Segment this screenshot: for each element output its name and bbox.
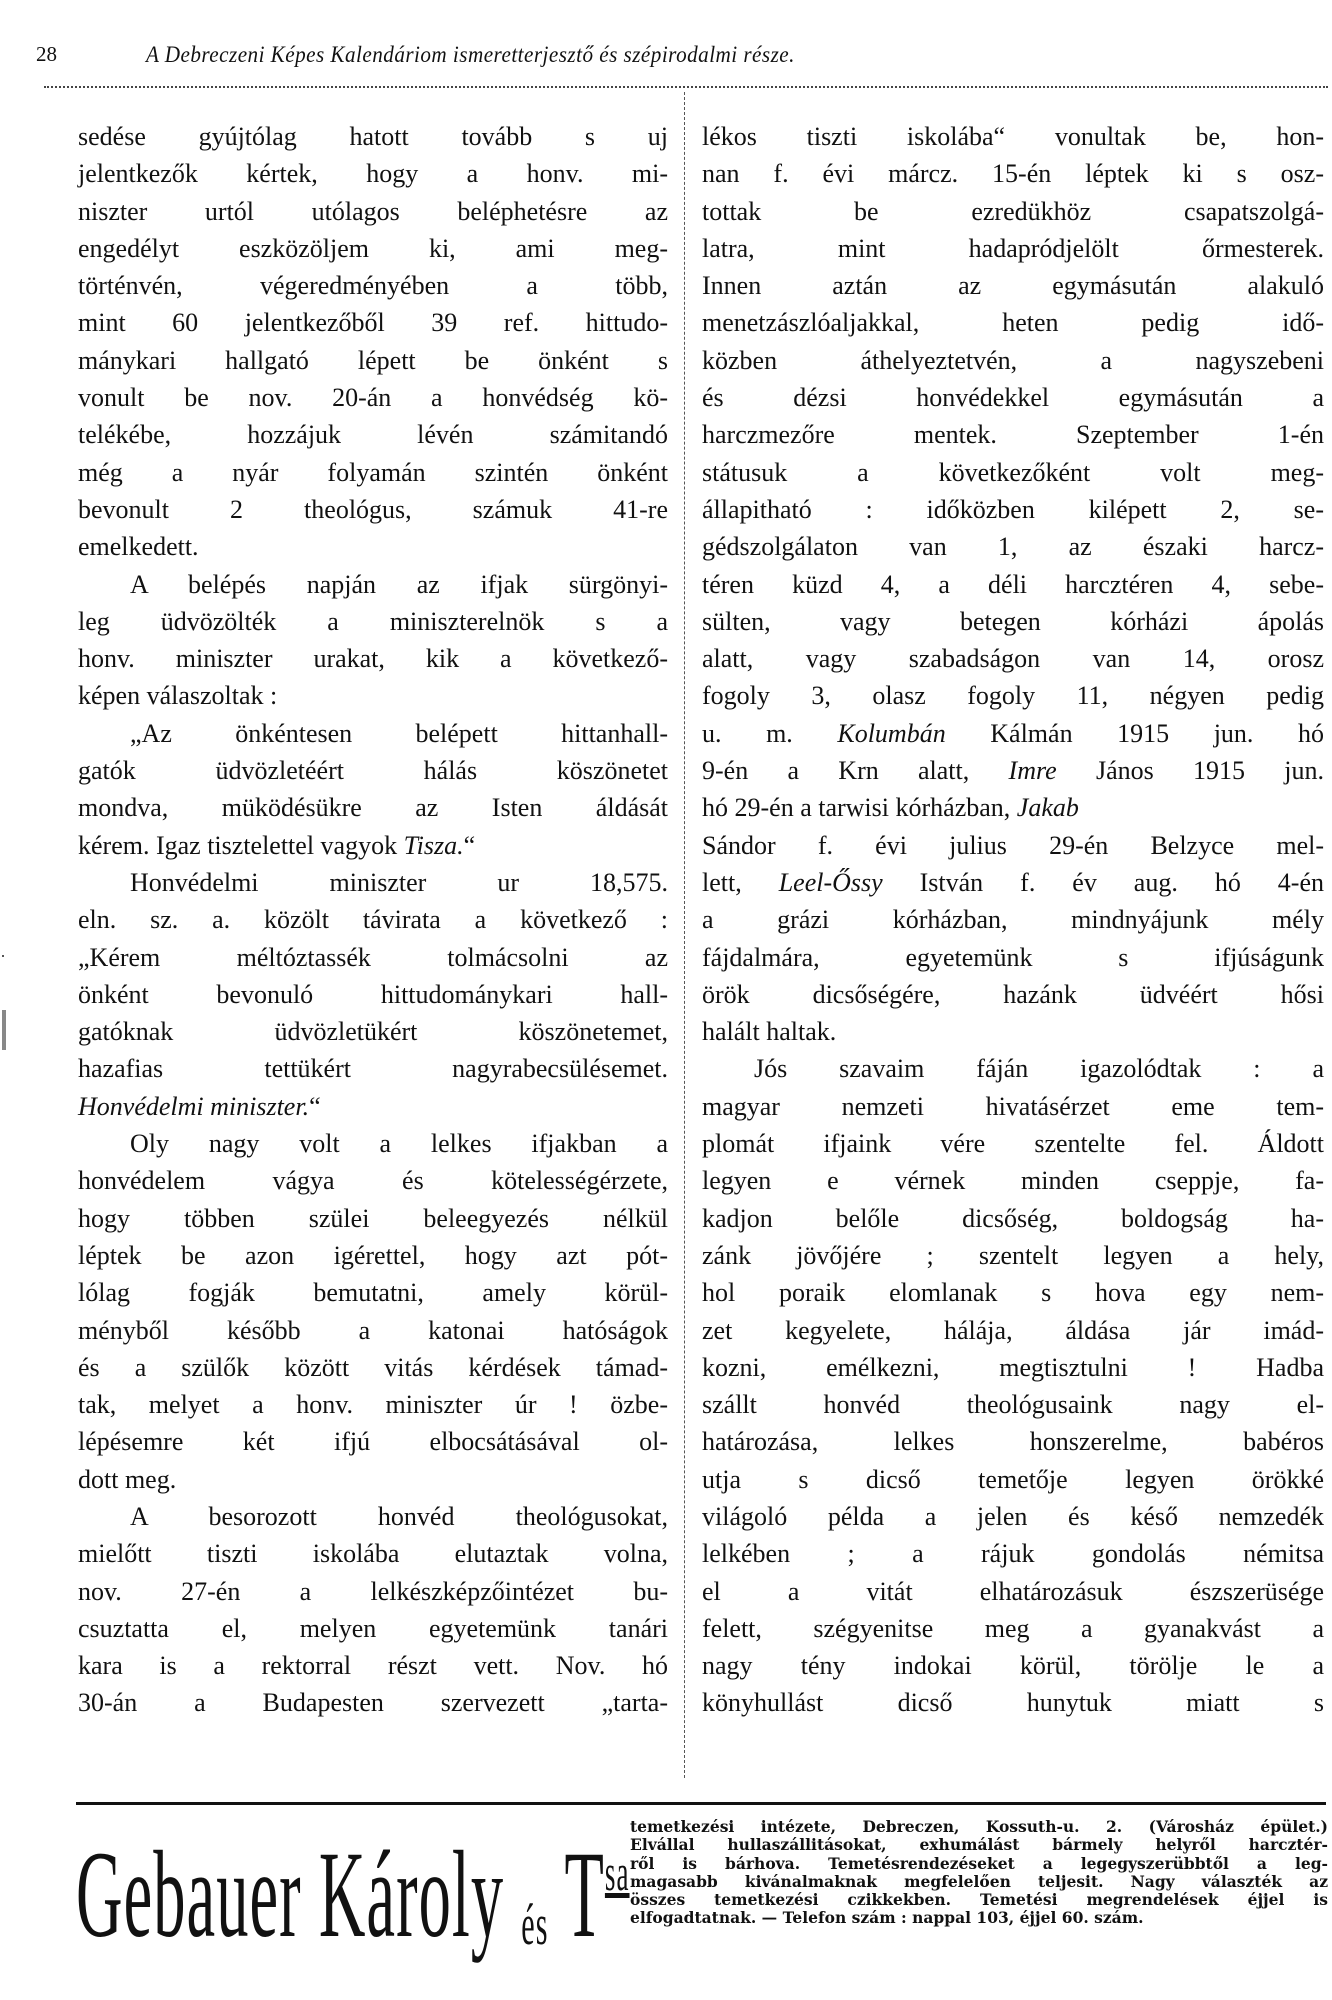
text-line: a grázi kórházban, mindnyájunk mély xyxy=(702,905,1324,935)
text-line xyxy=(702,789,1324,826)
text-line: gatók üdvözletéért hálás köszönetet xyxy=(78,756,668,786)
text-line: honvédelem vágya és kötelességérzete, xyxy=(78,1166,668,1196)
text-line: sedése gyújtólag hatott tovább s uj xyxy=(78,122,668,151)
text-line: Jós szavaim fáján igazolódtak : a xyxy=(754,1054,1324,1084)
text-line xyxy=(702,715,1324,752)
running-title: A Debreczeni Képes Kalendáriom ismeretterjesztő és szépirodalmi része. xyxy=(146,42,795,67)
text-line xyxy=(78,827,668,864)
text-run: Kálmán 1915 jun. hó xyxy=(945,718,1324,748)
text-line: Innen aztán az egymásután alakuló xyxy=(702,271,1324,301)
italic-name: Leel-Őssy xyxy=(778,867,883,897)
text-line: gédszolgálaton van 1, az északi harcz- xyxy=(702,532,1324,562)
text-line: A besorozott honvéd theológusokat, xyxy=(130,1501,668,1531)
text-line: leg üdvözölték a miniszterelnök s a xyxy=(78,606,668,636)
scan-artifact xyxy=(2,955,4,957)
text-line: csuztatta el, melyen egyetemünk tanári xyxy=(78,1613,668,1643)
text-line: státusuk a következőként volt meg- xyxy=(702,457,1324,487)
text-line: latra, mint hadapródjelölt őrmesterek. xyxy=(702,233,1324,263)
text-line: állapitható : időközben kilépett 2, se- xyxy=(702,494,1324,524)
text-line: hol poraik elomlanak s hova egy nem- xyxy=(702,1278,1324,1308)
text-line: halált haltak. xyxy=(702,1017,837,1047)
text-line: lelkében ; a rájuk gondolás némitsa xyxy=(702,1539,1324,1569)
text-run: hó 29-én a tarwisi kórházban, xyxy=(702,793,1017,823)
text-line: menetzászlóaljakkal, heten pedig idő- xyxy=(702,308,1324,338)
text-line: közben áthelyeztetvén, a nagyszebeni xyxy=(702,345,1324,375)
text-line: hogy többen szülei beleegyezés nélkül xyxy=(78,1203,668,1233)
text-line: alatt, vagy szabadságon van 14, orosz xyxy=(702,644,1324,674)
brand-name: Gebauer Károly xyxy=(76,1826,505,1963)
text-line: tottak be ezredükhöz csapatszolgá- xyxy=(702,196,1324,226)
text-line: felett, szégyenitse meg a gyanakvást a xyxy=(702,1613,1324,1643)
text-line: téren küzd 4, a déli harcztéren 4, sebe- xyxy=(702,569,1324,599)
advertisement-line: Elvállal hullaszállitásokat, exhumálást bármely helyről harcztér- xyxy=(630,1835,1328,1855)
italic-name: Honvédelmi miniszter. xyxy=(78,1091,310,1121)
text-run: kérem. Igaz tisztelettel vagyok xyxy=(78,830,404,860)
text-line: önként bevonuló hittudománykari hall- xyxy=(78,979,668,1009)
page-header xyxy=(36,42,1326,78)
text-line: mondva, müködésükre az Isten áldását xyxy=(78,793,668,823)
text-line: léptek be azon igérettel, hogy azt pót- xyxy=(78,1240,668,1270)
text-line: zánk jövőjére ; szentelt legyen a hely, xyxy=(702,1240,1324,1270)
text-line: kadjon belőle dicsőség, boldogság ha- xyxy=(702,1203,1324,1233)
text-line: nan f. évi márcz. 15-én léptek ki s osz- xyxy=(702,159,1324,189)
brand-suffix-t: T xyxy=(564,1826,605,1963)
advertisement-rule xyxy=(76,1802,1326,1805)
text-line: dott meg. xyxy=(78,1464,177,1494)
page-number: 28 xyxy=(36,42,57,66)
advertisement-brand xyxy=(76,1812,630,1987)
text-line: fogoly 3, olasz fogoly 11, négyen pedig xyxy=(702,681,1324,711)
text-line: mánykari hallgató lépett be önként s xyxy=(78,345,668,375)
brand-suffix-sup: sa xyxy=(604,1845,630,1902)
text-line: lépésemre két ifjú elbocsátásával ol- xyxy=(78,1427,668,1457)
text-line: hazafias tettükért nagyrabecsülésemet. xyxy=(78,1054,668,1084)
text-line xyxy=(702,864,1324,901)
text-line: és a szülők között vitás kérdések támad- xyxy=(78,1352,668,1382)
italic-name: Jakab xyxy=(1016,793,1079,823)
text-line: Honvédelmi miniszter ur 18,575. xyxy=(130,867,668,897)
brand-conjunction: és xyxy=(521,1892,549,1957)
text-line: kara is a rektorral részt vett. Nov. hó xyxy=(78,1651,668,1681)
text-line: el a vitát elhatározásuk észszerüsége xyxy=(702,1576,1324,1606)
column-divider xyxy=(684,92,685,1778)
text-line: lólag fogják bemutatni, amely körül- xyxy=(78,1278,668,1308)
text-run: u. m. xyxy=(702,718,838,748)
text-line: engedélyt eszközöljem ki, ami meg- xyxy=(78,233,668,263)
text-line: és dézsi honvédekkel egymásután a xyxy=(702,383,1324,413)
text-line: vonult be nov. 20-án a honvédség kö- xyxy=(78,383,668,413)
advertisement-line: magasabb kivánalmaknak megfelelően teljesit. Nagy választék az xyxy=(630,1871,1328,1891)
text-line: világoló példa a jelen és késő nemzedék xyxy=(702,1501,1324,1531)
text-line: határozása, lelkes honszerelme, babéros xyxy=(702,1427,1324,1457)
text-line: emelkedett. xyxy=(78,532,199,562)
text-line: történvén, végeredményében a több, xyxy=(78,271,668,301)
text-line: Sándor f. évi julius 29-én Belzyce mel- xyxy=(702,830,1324,860)
text-line: sülten, vagy betegen kórházi ápolás xyxy=(702,606,1324,636)
left-column xyxy=(78,118,668,1722)
text-line: mint 60 jelentkezőből 39 ref. hittudo- xyxy=(78,308,668,338)
text-line: eln. sz. a. közölt távirata a következő : xyxy=(78,905,668,935)
text-line: niszter urtól utólagos beléphetésre az xyxy=(78,196,668,226)
text-line: utja s dicső temetője legyen örökké xyxy=(702,1464,1324,1494)
right-column xyxy=(702,118,1324,1722)
text-line: jelentkezők kértek, hogy a honv. mi- xyxy=(78,159,668,189)
text-line: „Kérem méltóztassék tolmácsolni az xyxy=(78,942,668,972)
scan-artifact xyxy=(2,1010,6,1050)
text-line: könyhullást dicső hunytuk miatt s xyxy=(702,1688,1324,1718)
text-line: A belépés napján az ifjak sürgönyi- xyxy=(130,569,668,599)
text-line: „Az önkéntesen belépett hittanhall- xyxy=(130,718,668,748)
text-line: magyar nemzeti hivatásérzet eme tem- xyxy=(702,1091,1324,1121)
text-line: plomát ifjaink vére szentelte fel. Áldott xyxy=(702,1129,1324,1159)
text-line: harczmezőre mentek. Szeptember 1-én xyxy=(702,420,1324,450)
text-line xyxy=(702,752,1324,789)
text-line: tak, melyet a honv. miniszter úr ! özbe- xyxy=(78,1390,668,1420)
text-line: örök dicsőségére, hazánk üdvéért hősi xyxy=(702,979,1324,1009)
text-line: fájdalmára, egyetemünk s ifjúságunk xyxy=(702,942,1324,972)
advertisement-text xyxy=(630,1818,1328,1928)
text-line: Oly nagy volt a lelkes ifjakban a xyxy=(130,1129,668,1159)
advertisement-line: temetkezési intézete, Debreczen, Kossuth-u. 2. (Városház épület.) xyxy=(630,1817,1328,1836)
text-line: ményből később a katonai hatóságok xyxy=(78,1315,668,1345)
text-line: honv. miniszter urakat, kik a következő- xyxy=(78,644,668,674)
text-run: János 1915 jun. xyxy=(1056,756,1324,786)
text-line: képen válaszoltak : xyxy=(78,681,278,711)
text-line: mielőtt tiszti iskolába elutaztak volna, xyxy=(78,1539,668,1569)
text-line: lékos tiszti iskolába“ vonultak be, hon- xyxy=(702,122,1324,151)
advertisement-line: összes temetkezési czikkekben. Temetési megrendelések éjjel is xyxy=(630,1890,1328,1910)
text-line xyxy=(78,1088,668,1125)
text-line: nov. 27-én a lelkészképzőintézet bu- xyxy=(78,1576,668,1606)
italic-name: Imre xyxy=(1008,756,1057,786)
text-line: 30-án a Budapesten szervezett „tarta- xyxy=(78,1688,668,1718)
text-line: legyen e vérnek minden cseppje, fa- xyxy=(702,1166,1324,1196)
advertisement-line: ről is bárhova. Temetésrendezéseket a legegyszerübbtől a leg- xyxy=(630,1853,1328,1873)
text-run: “ xyxy=(463,830,476,860)
italic-name: Tisza. xyxy=(403,830,464,860)
text-line: gatóknak üdvözletükért köszönetemet, xyxy=(78,1017,668,1047)
text-run: István f. év aug. hó 4-én xyxy=(882,867,1324,897)
text-run: lett, xyxy=(702,867,779,897)
text-line: kozni, emélkezni, megtisztulni ! Hadba xyxy=(702,1352,1324,1382)
advertisement xyxy=(76,1817,1328,1963)
text-run: 9-én a Krn alatt, xyxy=(702,756,1009,786)
text-line: nagy tény indokai körül, törölje le a xyxy=(702,1651,1324,1681)
text-line: szállt honvéd theológusaink nagy el- xyxy=(702,1390,1324,1420)
advertisement-line: elfogadtatnak. — Telefon szám : nappal 103, éjjel 60. szám. xyxy=(630,1908,1144,1928)
text-line: zet kegyelete, hálája, áldása jár imád- xyxy=(702,1315,1324,1345)
text-line: még a nyár folyamán szintén önként xyxy=(78,457,668,487)
header-rule xyxy=(44,86,1328,88)
text-line: telékébe, hozzájuk lévén számitandó xyxy=(78,420,668,450)
text-run: “ xyxy=(309,1091,321,1121)
text-line: bevonult 2 theológus, számuk 41-re xyxy=(78,494,668,524)
italic-name: Kolumbán xyxy=(837,718,946,748)
